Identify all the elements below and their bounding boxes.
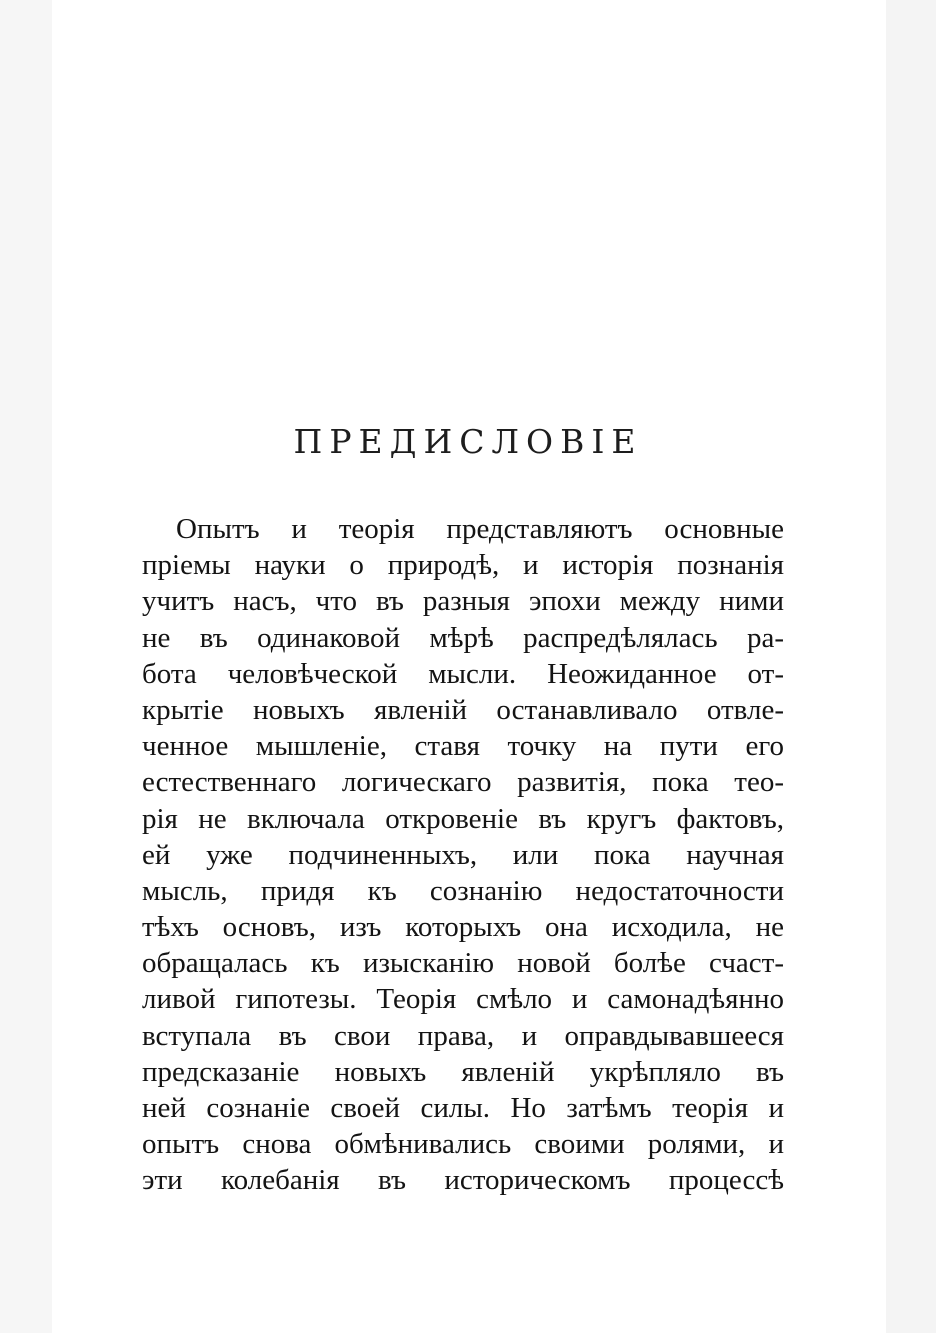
preface-paragraph: [142, 511, 784, 1199]
text-line: крытіе новыхъ явленій останавливало отвле-: [142, 693, 784, 726]
text-line: вступала въ свои права, и оправдывавшееся: [142, 1019, 784, 1052]
text-line: ей уже подчиненныхъ, или пока научная: [142, 838, 784, 871]
text-line: пріемы науки о природѣ, и исторія познанія: [142, 549, 784, 582]
scan-edge-left: [0, 0, 52, 1333]
page-title: ПРЕДИСЛОВІЕ: [293, 422, 643, 461]
text-line: тѣхъ основъ, изъ которыхъ она исходила, не: [142, 911, 784, 944]
text-line: эти колебанія въ историческомъ процессѣ: [142, 1164, 784, 1197]
text-line: опытъ снова обмѣнивались своими ролями, и: [142, 1128, 784, 1161]
text-line: естественнаго логическаго развитія, пока тео-: [142, 766, 784, 799]
text-line: Опытъ и теорія представляютъ основные: [176, 513, 784, 545]
scan-edge-right: [886, 0, 936, 1333]
text-line: предсказаніе новыхъ явленій укрѣпляло въ: [142, 1055, 784, 1088]
text-line: рія не включала откровеніе въ кругъ фактовъ,: [142, 802, 784, 835]
text-line: бота человѣческой мысли. Неожиданное от-: [142, 657, 784, 690]
text-line: ней сознаніе своей силы. Но затѣмъ теорія и: [142, 1092, 784, 1124]
text-line: ченное мышленіе, ставя точку на пути его: [142, 730, 784, 763]
text-line: не въ одинаковой мѣрѣ распредѣлялась ра-: [142, 621, 784, 654]
text-line: обращалась къ изысканію новой болѣе счаст-: [142, 947, 784, 980]
text-line: мысль, придя къ сознанію недостаточности: [142, 874, 784, 907]
text-line: учитъ насъ, что въ разныя эпохи между ними: [142, 585, 784, 618]
text-line: ливой гипотезы. Теорія смѣло и самонадѣянно: [142, 983, 784, 1016]
